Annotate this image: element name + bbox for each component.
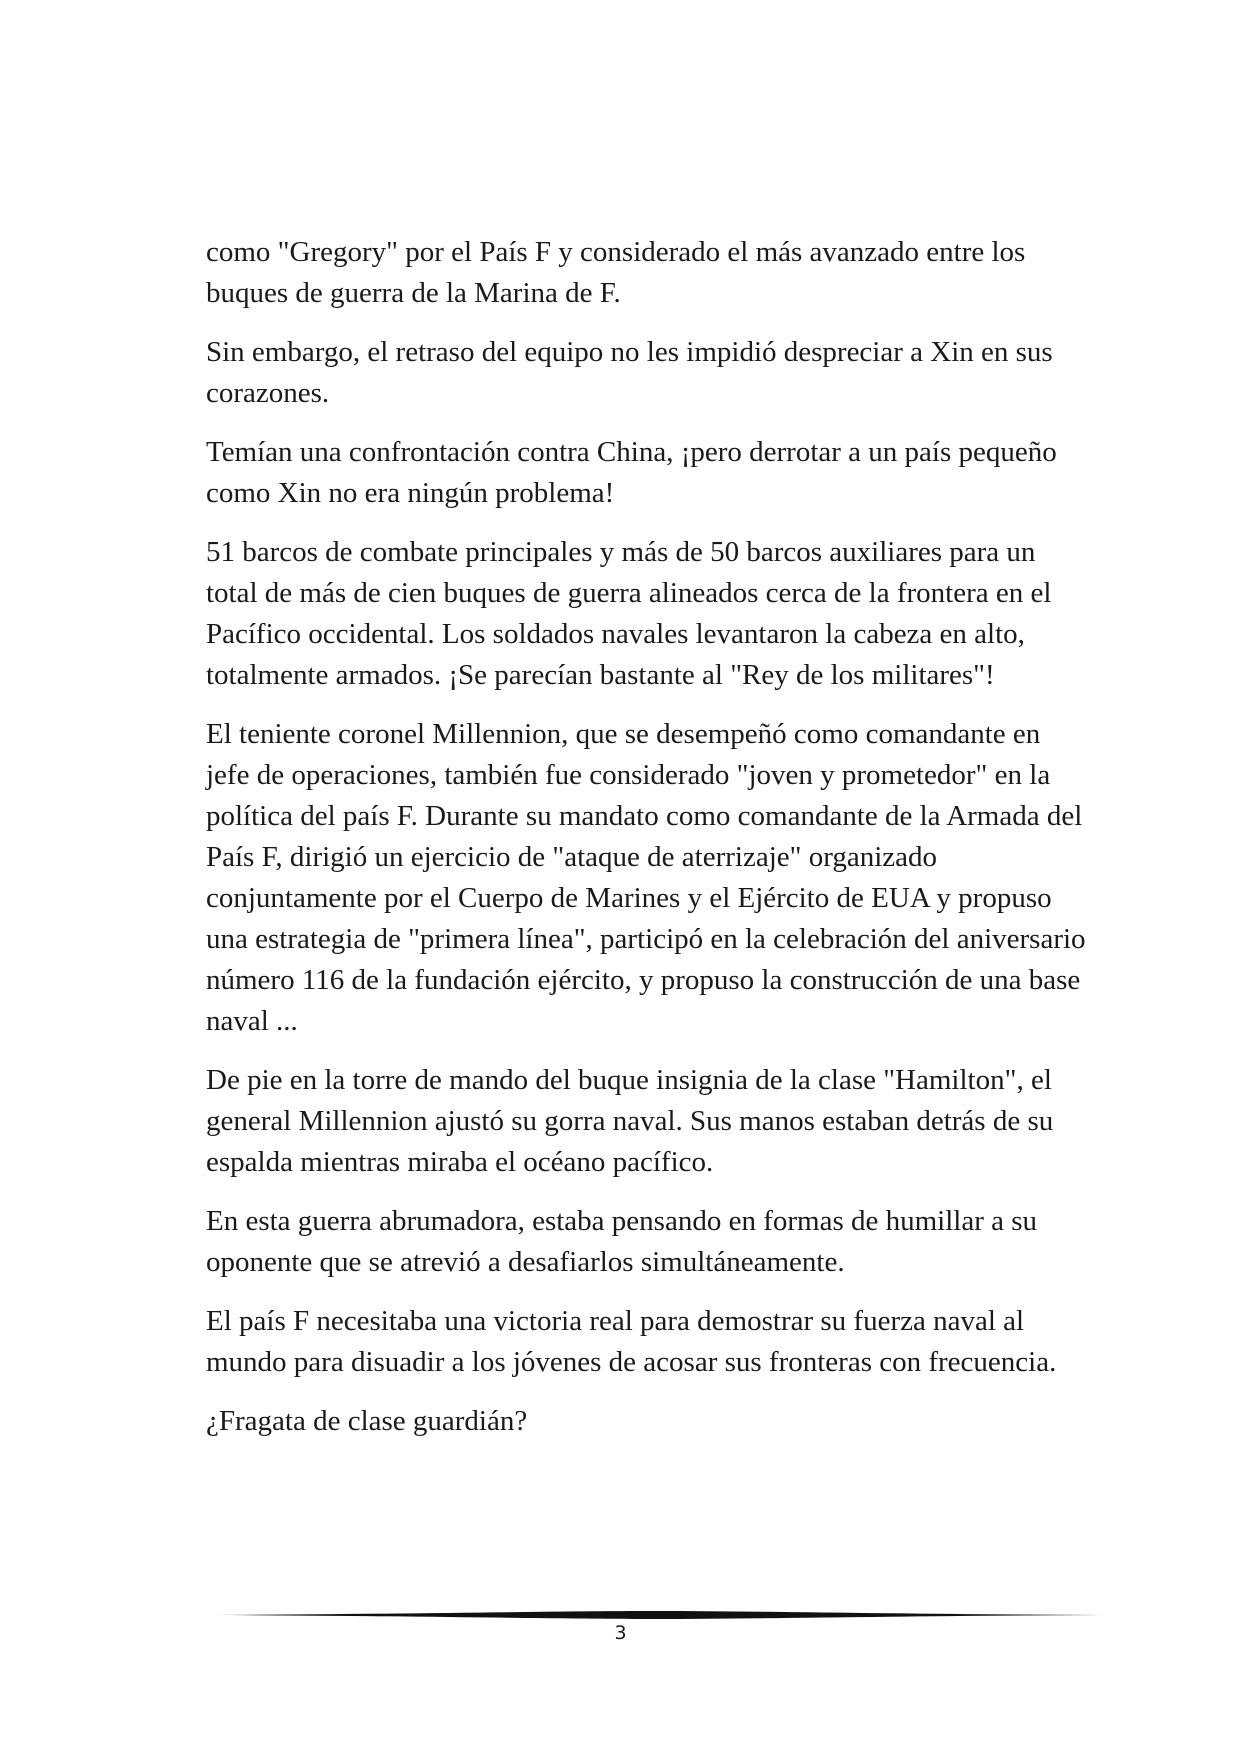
paragraph-8: El país F necesitaba una victoria real para demostrar su fuerza naval al mundo para disuadir a los jóvenes de acosar sus fronteras con frecuencia. xyxy=(206,1305,1057,1378)
paragraph-5: El teniente coronel Millennion, que se desempeñó como comandante en jefe de operaciones, también fue considerado "joven y prometedor" en la política del país F. Durante su mandato como comandante de la Armada del País F, dirigió un ejercicio de "ataque de aterrizaje" organizado conjuntamente por el Cuerpo de Marines y el Ejército de EUA y propuso una estrategia de "primera línea", participó en la celebración del aniversario número 116 de la fundación ejército, y propuso la construcción de una base naval ... xyxy=(206,718,1086,1037)
footer-rule xyxy=(206,1608,1102,1622)
paragraph-9: ¿Fragata de clase guardián? xyxy=(206,1405,528,1437)
page-number: 3 xyxy=(614,1622,627,1644)
paragraph-3: Temían una confrontación contra China, ¡pero derrotar a un país pequeño como Xin no era ningún problema! xyxy=(206,436,1057,509)
paragraph-1: como "Gregory" por el País F y considerado el más avanzado entre los buques de guerra de la Marina de F. xyxy=(206,236,1026,309)
paragraph-2: Sin embargo, el retraso del equipo no les impidió despreciar a Xin en sus corazones. xyxy=(206,336,1053,409)
paragraph-7: En esta guerra abrumadora, estaba pensando en formas de humillar a su oponente que se atrevió a desafiarlos simultáneamente. xyxy=(206,1205,1038,1278)
body-text xyxy=(206,232,1086,1460)
paragraph-4: 51 barcos de combate principales y más de 50 barcos auxiliares para un total de más de cien buques de guerra alineados cerca de la frontera en el Pacífico occidental. Los soldados navales levantaron la cabeza en alto, totalmente armados. ¡Se parecían bastante al "Rey de los militares"! xyxy=(206,536,1052,691)
paragraph-6: De pie en la torre de mando del buque insignia de la clase "Hamilton", el general Millennion ajustó su gorra naval. Sus manos estaban detrás de su espalda mientras miraba el océano pacífico. xyxy=(206,1064,1054,1178)
